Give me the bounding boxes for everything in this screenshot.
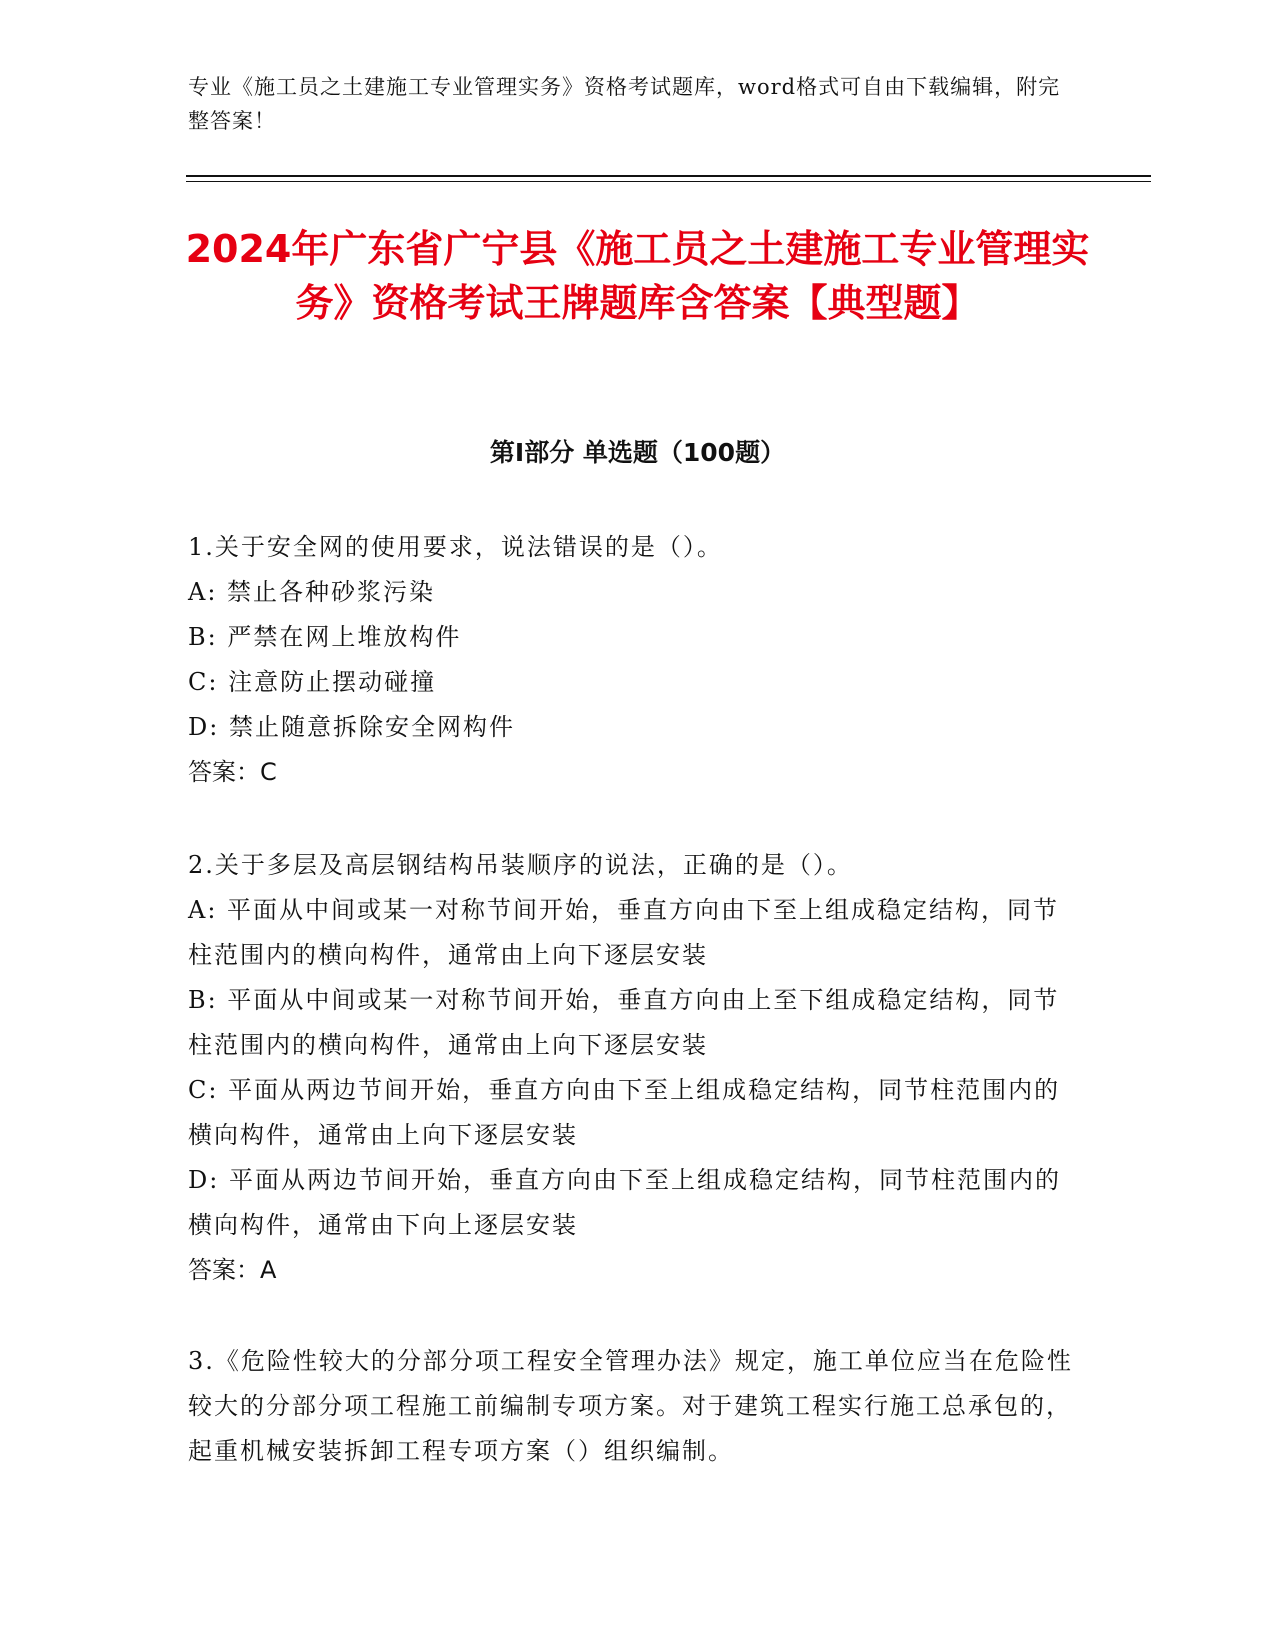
- option-b: B: 平面从中间或某一对称节间开始，垂直方向由上至下组成稳定结构，同节柱范围内的横向构件，通常由上向下逐层安装: [188, 986, 1060, 1059]
- option-a: A: 禁止各种砂浆污染: [188, 578, 436, 606]
- option-d: D: 禁止随意拆除安全网构件: [188, 713, 515, 741]
- answer-line: 答案：C: [188, 758, 277, 786]
- section-heading: 第Ⅰ部分 单选题（100题）: [489, 438, 786, 467]
- option-c: C: 平面从两边节间开始，垂直方向由下至上组成稳定结构，同节柱范围内的横向构件，通常由上向下逐层安装: [188, 1076, 1061, 1149]
- question-stem: 2.关于多层及高层钢结构吊装顺序的说法，正确的是（）。: [188, 851, 853, 879]
- header-note: 专业《施工员之土建施工专业管理实务》资格考试题库，word格式可自由下载编辑，附完整答案！: [188, 75, 1061, 133]
- option-a: A: 平面从中间或某一对称节间开始，垂直方向由下至上组成稳定结构，同节柱范围内的横向构件，通常由上向下逐层安装: [188, 896, 1060, 969]
- option-c: C: 注意防止摆动碰撞: [188, 668, 437, 696]
- document-title: 2024年广东省广宁县《施工员之土建施工专业管理实务》资格考试王牌题库含答案【典型题】: [185, 227, 1090, 325]
- question-3: [188, 1339, 1078, 1474]
- header-divider-thick: [186, 175, 1151, 177]
- option-d: D: 平面从两边节间开始，垂直方向由下至上组成稳定结构，同节柱范围内的横向构件，通常由下向上逐层安装: [188, 1166, 1061, 1239]
- question-1: [188, 525, 1078, 795]
- question-2: [188, 843, 1078, 1293]
- option-b: B: 严禁在网上堆放构件: [188, 623, 462, 651]
- question-stem: 3.《危险性较大的分部分项工程安全管理办法》规定，施工单位应当在危险性较大的分部分项工程施工前编制专项方案。对于建筑工程实行施工总承包的，起重机械安装拆卸工程专项方案（）组织编制。: [188, 1347, 1073, 1465]
- header-divider-thin: [186, 181, 1151, 182]
- question-stem: 1.关于安全网的使用要求，说法错误的是（）。: [188, 533, 723, 561]
- answer-line: 答案：A: [188, 1256, 277, 1284]
